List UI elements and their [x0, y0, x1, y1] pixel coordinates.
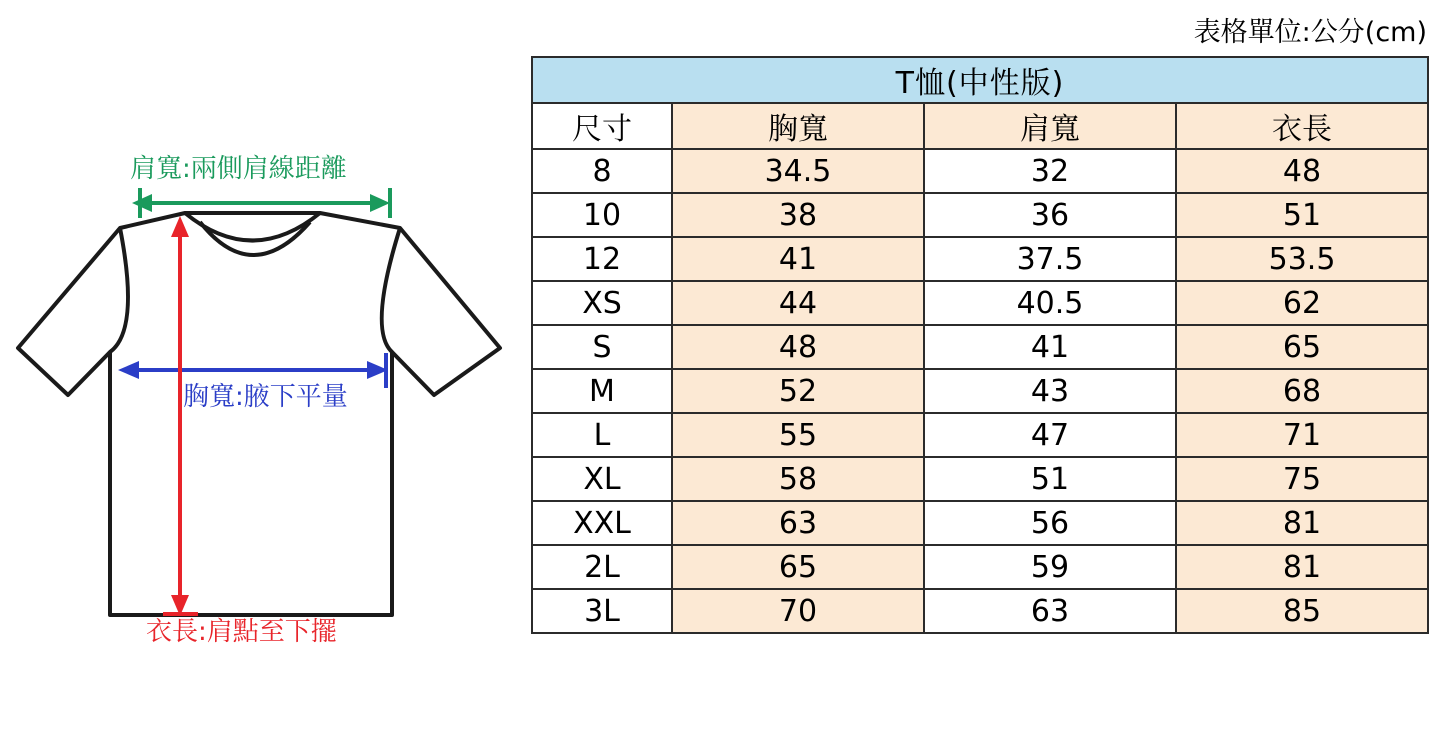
table-row — [532, 325, 1428, 369]
body-length-label: 衣長:肩點至下擺 — [146, 617, 337, 647]
table-row — [532, 193, 1428, 237]
shoulder-width-label: 肩寬:兩側肩線距離 — [130, 154, 347, 184]
cell-chest: 70 — [672, 589, 924, 633]
table-row — [532, 149, 1428, 193]
cell-size: 8 — [532, 149, 672, 193]
cell-chest: 63 — [672, 501, 924, 545]
cell-shoulder: 63 — [924, 589, 1176, 633]
cell-length: 71 — [1176, 413, 1428, 457]
table-row — [532, 237, 1428, 281]
cell-chest: 58 — [672, 457, 924, 501]
cell-size: 12 — [532, 237, 672, 281]
cell-chest: 34.5 — [672, 149, 924, 193]
cell-chest: 41 — [672, 237, 924, 281]
cell-chest: 65 — [672, 545, 924, 589]
cell-chest: 38 — [672, 193, 924, 237]
cell-size: XXL — [532, 501, 672, 545]
cell-length: 53.5 — [1176, 237, 1428, 281]
table-row — [532, 457, 1428, 501]
table-row — [532, 589, 1428, 633]
cell-length: 68 — [1176, 369, 1428, 413]
cell-length: 85 — [1176, 589, 1428, 633]
cell-size: XL — [532, 457, 672, 501]
cell-shoulder: 59 — [924, 545, 1176, 589]
unit-note: 表格單位:公分(cm) — [1193, 17, 1427, 48]
table-title-row — [532, 57, 1428, 103]
cell-size: L — [532, 413, 672, 457]
tshirt-measurement-diagram — [0, 0, 530, 729]
cell-shoulder: 32 — [924, 149, 1176, 193]
cell-size: 3L — [532, 589, 672, 633]
cell-shoulder: 37.5 — [924, 237, 1176, 281]
shirt-body-outline — [18, 213, 500, 615]
cell-length: 51 — [1176, 193, 1428, 237]
table-row — [532, 545, 1428, 589]
table-row — [532, 413, 1428, 457]
cell-shoulder: 47 — [924, 413, 1176, 457]
cell-size: S — [532, 325, 672, 369]
cell-length: 81 — [1176, 501, 1428, 545]
size-table — [531, 56, 1429, 634]
cell-shoulder: 36 — [924, 193, 1176, 237]
cell-size: XS — [532, 281, 672, 325]
table-title: T恤(中性版) — [532, 57, 1428, 103]
table-header-row — [532, 103, 1428, 149]
cell-size: M — [532, 369, 672, 413]
cell-shoulder: 43 — [924, 369, 1176, 413]
cell-size: 2L — [532, 545, 672, 589]
table-row — [532, 501, 1428, 545]
chest-width-label: 胸寬:腋下平量 — [183, 382, 348, 412]
size-table-container — [531, 56, 1427, 716]
cell-chest: 55 — [672, 413, 924, 457]
header-body-length: 衣長 — [1176, 103, 1428, 149]
cell-length: 48 — [1176, 149, 1428, 193]
cell-length: 65 — [1176, 325, 1428, 369]
table-row — [532, 281, 1428, 325]
table-row — [532, 369, 1428, 413]
cell-size: 10 — [532, 193, 672, 237]
header-chest-width: 胸寬 — [672, 103, 924, 149]
cell-chest: 52 — [672, 369, 924, 413]
header-shoulder-width: 肩寬 — [924, 103, 1176, 149]
cell-shoulder: 56 — [924, 501, 1176, 545]
cell-length: 75 — [1176, 457, 1428, 501]
cell-chest: 48 — [672, 325, 924, 369]
cell-length: 81 — [1176, 545, 1428, 589]
header-size: 尺寸 — [532, 103, 672, 149]
cell-chest: 44 — [672, 281, 924, 325]
cell-shoulder: 51 — [924, 457, 1176, 501]
cell-shoulder: 41 — [924, 325, 1176, 369]
cell-shoulder: 40.5 — [924, 281, 1176, 325]
cell-length: 62 — [1176, 281, 1428, 325]
